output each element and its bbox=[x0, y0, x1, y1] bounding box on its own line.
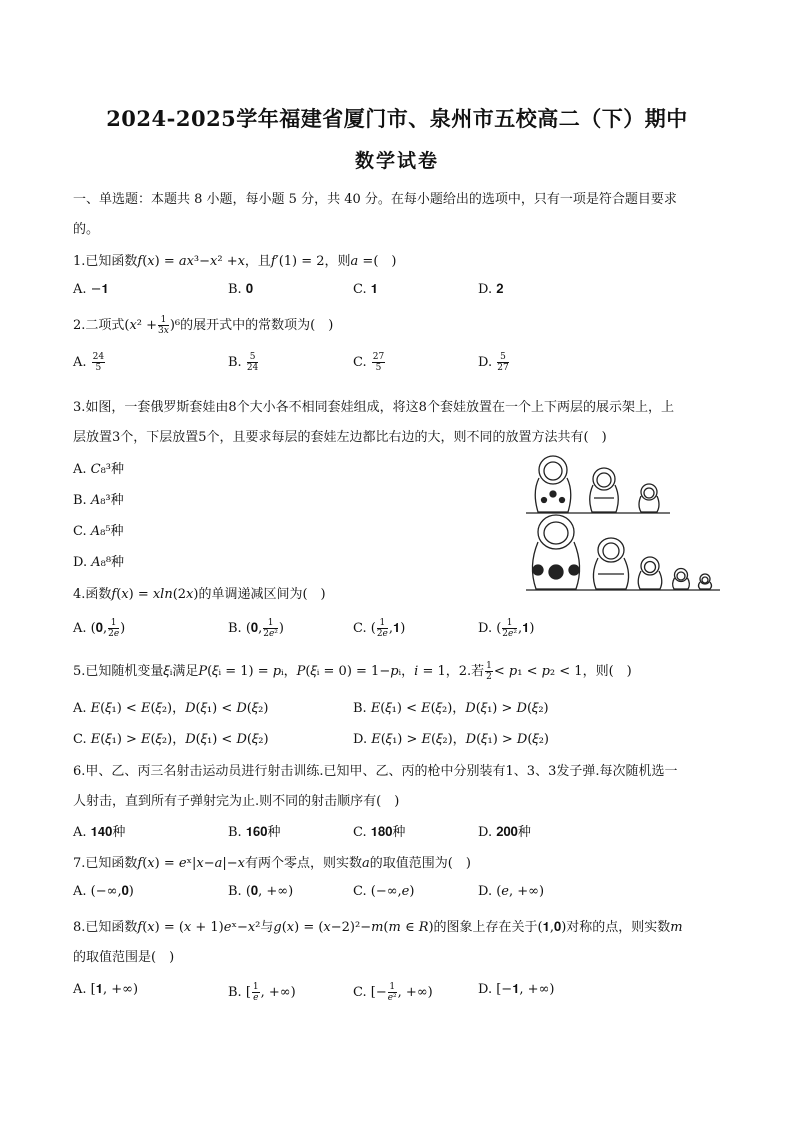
question-5-stem-pre: 5.已知随机变量𝜉ᵢ满足𝑃(𝜉ᵢ = 1) = 𝑝ᵢ，𝑃(𝜉ᵢ = 0) = 1−𝑝ᵢ，𝑖 = 1，2.若 bbox=[73, 664, 485, 679]
option-fraction bbox=[497, 352, 508, 373]
question-8-stem-line-2: 的取值范围是( ) bbox=[73, 950, 175, 965]
fraction-numerator: 1 bbox=[252, 982, 259, 992]
question-1-option-a: A. −𝟏 bbox=[73, 282, 109, 297]
question-6-stem-line-2: 人射击，直到所有子弹射完为止.则不同的射击顺序有( ) bbox=[73, 794, 400, 809]
question-5-option-d: D. 𝐸(𝜉₁) > 𝐸(𝜉₂)，𝐷(𝜉₁) > 𝐷(𝜉₂) bbox=[353, 732, 550, 747]
fraction-numerator: 27 bbox=[372, 352, 385, 362]
question-8-option-b bbox=[228, 982, 296, 1003]
option-fraction bbox=[502, 618, 517, 639]
question-5-option-b: B. 𝐸(𝜉₁) < 𝐸(𝜉₂)，𝐷(𝜉₁) > 𝐷(𝜉₂) bbox=[353, 701, 549, 716]
option-fraction bbox=[372, 352, 385, 373]
option-fraction bbox=[247, 352, 258, 373]
question-2-stem-post: )⁶的展开式中的常数项为( ) bbox=[169, 318, 334, 333]
option-fraction bbox=[263, 618, 278, 639]
question-4-stem: 4.函数𝑓(𝑥) = 𝑥𝑙𝑛(2𝑥)的单调递减区间为( ) bbox=[73, 587, 326, 602]
option-label: C. bbox=[353, 355, 367, 370]
question-6-option-d: D. 𝟐𝟎𝟎种 bbox=[478, 825, 531, 840]
question-1-stem: 1.已知函数𝑓(𝑥) = 𝑎𝑥³−𝑥² +𝑥，且𝑓′(1) = 2，则𝑎 =( ) bbox=[73, 254, 397, 269]
option-suffix: ,𝟏) bbox=[517, 621, 535, 636]
question-3-option-b: B. 𝐴₈³种 bbox=[73, 493, 124, 508]
question-3-stem-line-2: 层放置3个，下层放置5个，且要求每层的套娃左边都比右边的大，则不同的放置方法共有( ) bbox=[73, 430, 607, 445]
question-4-option-a bbox=[73, 618, 125, 639]
question-2-option-a bbox=[73, 352, 106, 373]
question-1-option-c: C. 𝟏 bbox=[353, 282, 378, 297]
question-6-option-b: B. 𝟏𝟔𝟎种 bbox=[228, 825, 281, 840]
option-suffix: , +∞) bbox=[397, 985, 433, 1000]
option-prefix: B. [ bbox=[228, 985, 251, 1000]
question-5-stem-post: < 𝑝₁ < 𝑝₂ < 1，则( ) bbox=[493, 664, 632, 679]
question-7-option-b: B. (𝟎, +∞) bbox=[228, 884, 294, 899]
question-5-stem bbox=[73, 660, 632, 682]
fraction-numerator: 1 bbox=[108, 618, 119, 629]
option-prefix: C. [− bbox=[353, 985, 387, 1000]
question-7-option-d: D. (𝑒, +∞) bbox=[478, 884, 545, 899]
option-fraction bbox=[252, 982, 260, 1003]
question-7-stem: 7.已知函数𝑓(𝑥) = 𝑒ˣ|𝑥−𝑎|−𝑥有两个零点，则实数𝑎的取值范围为( ) bbox=[73, 856, 471, 871]
fraction-denominator: 2𝑒² bbox=[263, 629, 278, 639]
question-2-option-b bbox=[228, 352, 259, 373]
fraction-numerator: 5 bbox=[247, 352, 258, 363]
question-7-option-c: C. (−∞,𝑒) bbox=[353, 884, 415, 899]
fraction-numerator: 1 bbox=[486, 661, 492, 671]
fraction-numerator: 1 bbox=[377, 618, 388, 629]
question-4-option-b bbox=[228, 618, 284, 639]
fraction-numerator: 1 bbox=[389, 982, 396, 992]
option-fraction bbox=[388, 982, 397, 1003]
question-8-option-a: A. [𝟏, +∞) bbox=[73, 982, 139, 997]
fraction-denominator: 5 bbox=[95, 363, 102, 373]
fraction-numerator: 1 bbox=[263, 618, 278, 629]
option-suffix: ,𝟏) bbox=[388, 621, 406, 636]
option-label: D. bbox=[478, 355, 493, 370]
question-3-option-c: C. 𝐴₈⁵种 bbox=[73, 524, 124, 539]
question-1-option-d: D. 𝟐 bbox=[478, 282, 504, 297]
question-4-option-d bbox=[478, 618, 534, 639]
option-prefix: A. (𝟎, bbox=[73, 621, 108, 636]
fraction-denominator: 3𝑥 bbox=[158, 326, 169, 336]
question-2-stem bbox=[73, 314, 333, 336]
question-3-option-a: A. 𝐶₈³种 bbox=[73, 462, 125, 477]
question-3-stem-line-1: 3.如图，一套俄罗斯套娃由8个大小各不相同套娃组成，将这8个套娃放置在一个上下两层的展示架上，上 bbox=[73, 400, 674, 415]
option-label: A. bbox=[73, 355, 87, 370]
option-suffix: ) bbox=[120, 621, 126, 636]
fraction-denominator: 2𝑒 bbox=[376, 629, 388, 639]
page-subtitle: 数学试卷 bbox=[354, 150, 439, 172]
question-1-option-b: B. 𝟎 bbox=[228, 282, 254, 297]
option-suffix: ) bbox=[278, 621, 284, 636]
option-suffix: , +∞) bbox=[260, 985, 296, 1000]
question-2-stem-pre: 2.二项式(𝑥² + bbox=[73, 318, 158, 333]
question-6-option-c: C. 𝟏𝟖𝟎种 bbox=[353, 825, 406, 840]
question-2-option-d bbox=[478, 352, 510, 373]
option-fraction bbox=[92, 352, 105, 373]
section-heading-cont: 的。 bbox=[73, 222, 100, 237]
page-title: 2024-2025学年福建省厦门市、泉州市五校高二（下）期中 bbox=[106, 106, 688, 131]
fraction-denominator: 2𝑒² bbox=[502, 629, 517, 639]
question-5-option-c: C. 𝐸(𝜉₁) > 𝐸(𝜉₂)，𝐷(𝜉₁) < 𝐷(𝜉₂) bbox=[73, 732, 269, 747]
fraction-denominator: 2𝑒 bbox=[108, 629, 120, 639]
option-label: B. bbox=[228, 355, 242, 370]
question-6-stem-line-1: 6.甲、乙、丙三名射击运动员进行射击训练.已知甲、乙、丙的枪中分别装有1、3、3发子弹.每次随机选一 bbox=[73, 764, 678, 779]
fraction-denominator: 24 bbox=[246, 363, 259, 373]
fraction-denominator: 𝑒² bbox=[387, 993, 397, 1003]
fraction-numerator: 1 bbox=[158, 315, 169, 326]
fraction-denominator: 𝑒 bbox=[253, 993, 259, 1003]
option-prefix: C. ( bbox=[353, 621, 376, 636]
fraction-numerator: 1 bbox=[502, 618, 517, 629]
question-2-fraction bbox=[158, 315, 169, 336]
fraction-denominator: 2 bbox=[486, 672, 492, 682]
question-2-option-c bbox=[353, 352, 386, 373]
fraction-denominator: 5 bbox=[375, 363, 382, 373]
question-5-fraction bbox=[485, 661, 493, 682]
question-5-option-a: A. 𝐸(𝜉₁) < 𝐸(𝜉₂)，𝐷(𝜉₁) < 𝐷(𝜉₂) bbox=[73, 701, 269, 716]
fraction-numerator: 24 bbox=[92, 352, 105, 362]
question-8-stem-line-1: 8.已知函数𝑓(𝑥) = (𝑥 + 1)𝑒ˣ−𝑥²与𝑔(𝑥) = (𝑥−2)²−𝑚(𝑚 ∈ 𝑅)的图象上存在关于(𝟏,𝟎)对称的点，则实数𝑚 bbox=[73, 920, 683, 935]
option-prefix: D. ( bbox=[478, 621, 502, 636]
question-3-option-d: D. 𝐴₈⁸种 bbox=[73, 555, 125, 570]
question-8-option-c bbox=[353, 982, 433, 1003]
matryoshka-dolls-figure bbox=[524, 450, 722, 598]
fraction-denominator: 27 bbox=[497, 363, 509, 373]
fraction-numerator: 5 bbox=[497, 352, 508, 363]
question-8-option-d: D. [−𝟏, +∞) bbox=[478, 982, 555, 997]
option-fraction bbox=[108, 618, 119, 639]
section-heading: 一、单选题：本题共 8 小题，每小题 5 分，共 40 分。在每小题给出的选项中，只有一项是符合题目要求 bbox=[73, 192, 677, 207]
option-prefix: B. (𝟎, bbox=[228, 621, 263, 636]
question-6-option-a: A. 𝟏𝟒𝟎种 bbox=[73, 825, 126, 840]
question-4-option-c bbox=[353, 618, 405, 639]
question-7-option-a: A. (−∞,𝟎) bbox=[73, 884, 134, 899]
option-fraction bbox=[377, 618, 388, 639]
